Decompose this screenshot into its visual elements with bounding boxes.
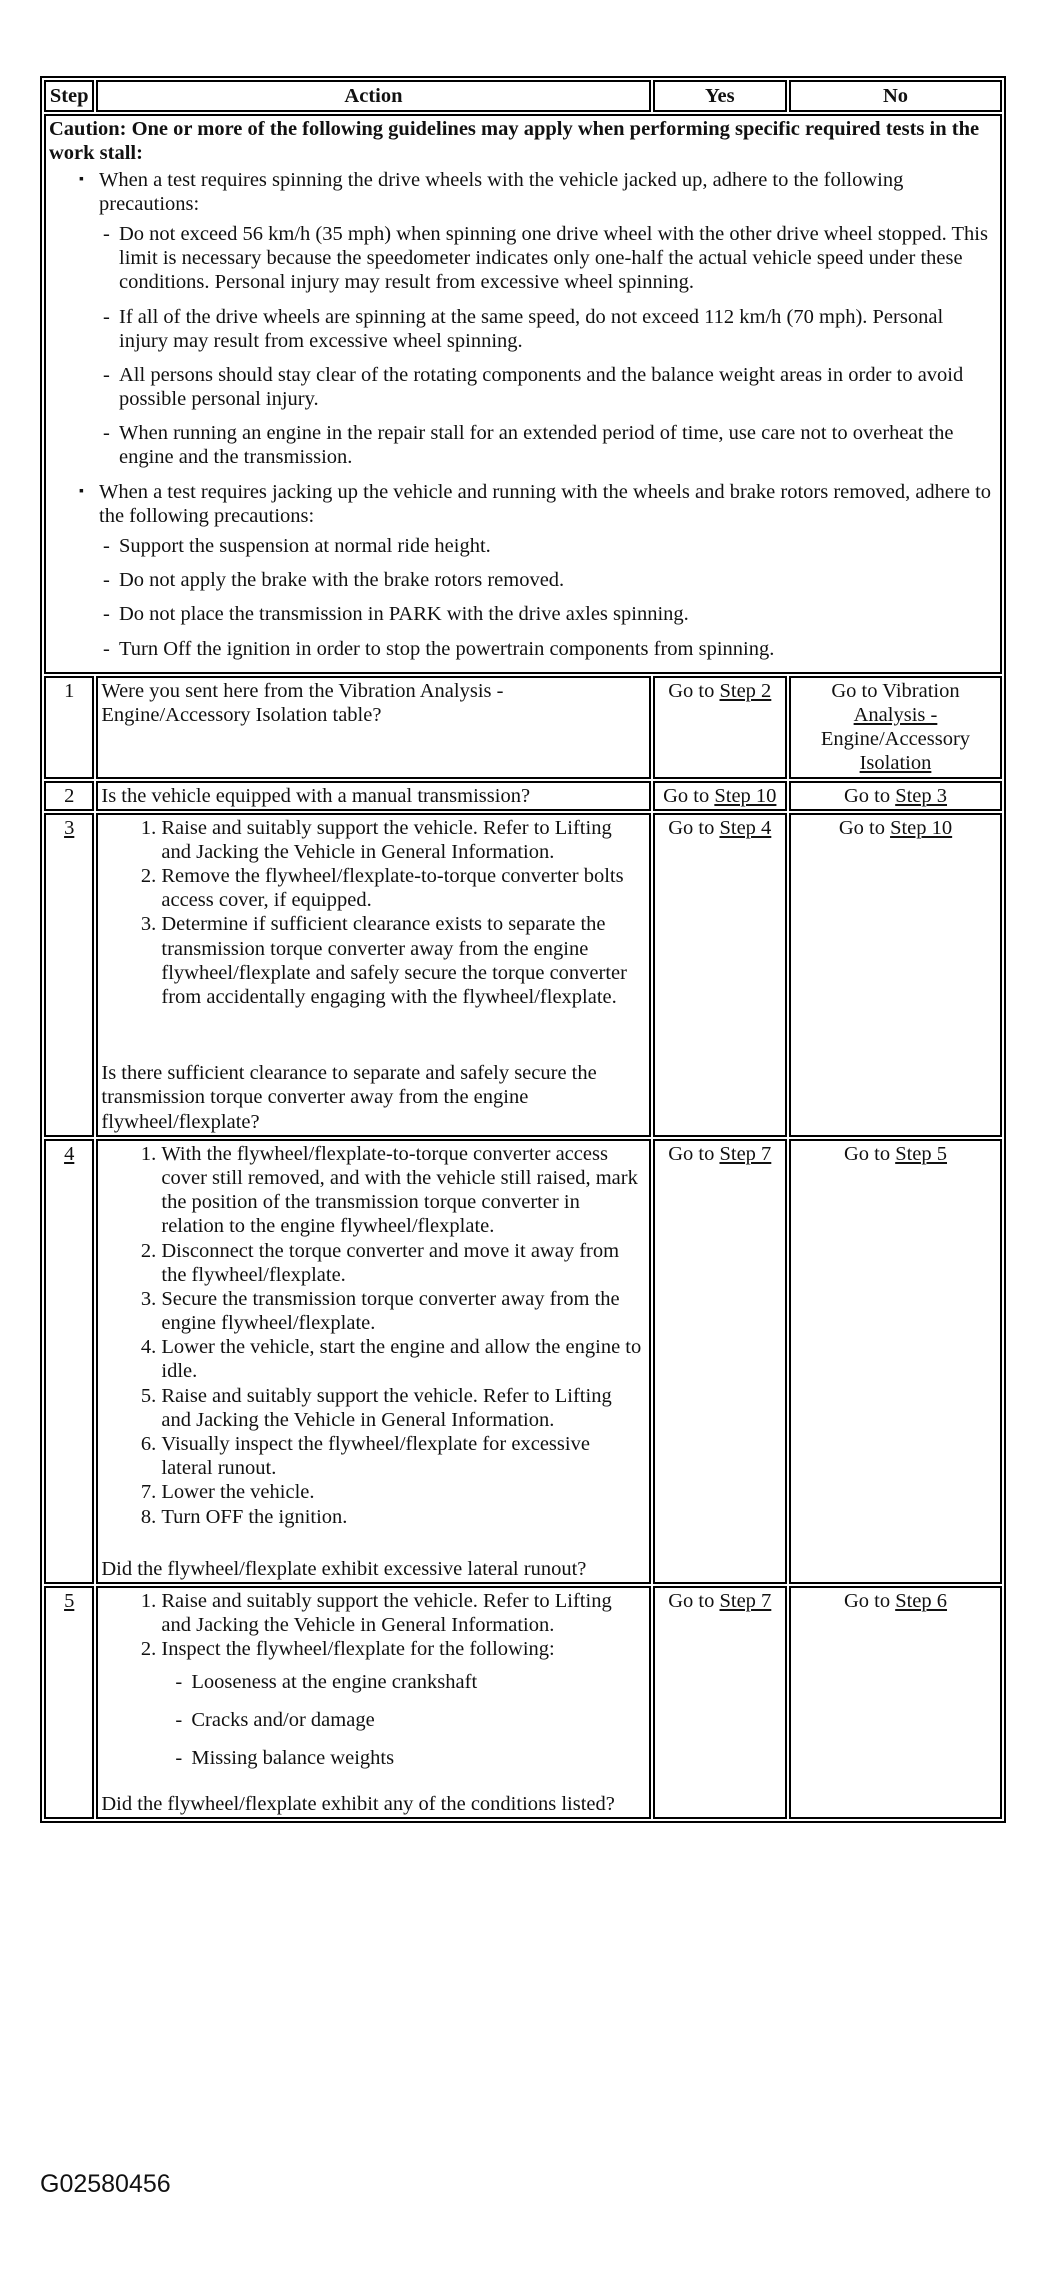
caution-subitem: - Support the suspension at normal ride height. [119,534,997,558]
header-yes: Yes [653,80,787,112]
caution-row [44,114,1002,674]
yes-prefix: Go to [668,1589,720,1612]
condition-list [161,1670,645,1771]
no-text-line: Go to Vibration [831,679,960,702]
step-question: Did the flywheel/flexplate exhibit excessive lateral runout? [101,1557,587,1580]
step-row-2 [44,781,1002,811]
yes-prefix: Go to [668,816,720,839]
caution-bullets [49,168,997,661]
step-number: 2 [44,781,94,811]
no-step-link[interactable]: Step 3 [895,784,948,807]
header-no: No [789,80,1002,112]
action-cell [96,813,650,1137]
step-number-link[interactable] [44,813,94,1137]
figure-id: G02580456 [40,2170,171,2198]
condition-item: - Cracks and/or damage [191,1708,645,1732]
yes-prefix: Go to [668,679,720,702]
step-question: Were you sent here from the Vibration Analysis - Engine/Accessory Isolation table? [101,679,504,726]
yes-step-link[interactable]: Step 7 [719,1142,772,1165]
no-cell [789,1139,1002,1584]
caution-subitem: - Do not place the transmission in PARK with the drive axles spinning. [119,602,997,626]
action-step [161,1637,645,1770]
caution-subitems [99,534,997,661]
caution-subitems [99,222,997,470]
header-step: Step [44,80,94,112]
yes-cell [653,676,787,779]
action-step: 7. Lower the vehicle. [161,1480,645,1504]
yes-cell [653,1139,787,1584]
step-question: Did the flywheel/flexplate exhibit any of the conditions listed? [101,1793,615,1816]
no-prefix: Go to [838,816,891,839]
action-cell [96,781,650,811]
caution-subitem: - If all of the drive wheels are spinning at the same speed, do not exceed 112 km/h (70 mph). Personal injury may result from excessive wheel spinning. [119,305,997,353]
action-step: 1. Raise and suitably support the vehicle. Refer to Lifting and Jacking the Vehicle in General Information. [161,816,645,864]
condition-item: - Looseness at the engine crankshaft [191,1670,645,1694]
caution-subitem: - Do not exceed 56 km/h (35 mph) when spinning one drive wheel with the other drive wheel stopped. This limit is necessary because the speedometer indicates only one-half the actual vehicle speed under these conditions. Personal injury may result from excessive wheel spinning. [119,222,997,295]
caution-bullet [99,480,997,661]
caution-subitem: - Turn Off the ignition in order to stop the powertrain components from spinning. [119,637,997,661]
action-steps [101,816,645,1010]
action-step: 2. Remove the flywheel/flexplate-to-torque converter bolts access cover, if equipped. [161,864,645,912]
step-row-3 [44,813,1002,1137]
step-anchor[interactable]: 5 [64,1589,75,1612]
procedure-document [40,76,1006,1823]
no-text-line: Engine/Accessory [820,728,971,751]
yes-step-link[interactable]: Step 2 [719,679,772,702]
action-step: 3. Secure the transmission torque converter away from the engine flywheel/flexplate. [161,1287,645,1335]
action-cell [96,1586,650,1819]
no-cell [789,1586,1002,1819]
yes-cell [653,813,787,1137]
header-row [44,80,1002,112]
caution-subitem: - When running an engine in the repair stall for an extended period of time, use care not to overheat the engine and the transmission. [119,421,997,469]
action-step: 1. Raise and suitably support the vehicle. Refer to Lifting and Jacking the Vehicle in General Information. [161,1589,645,1637]
step-number-link[interactable] [44,1139,94,1584]
action-steps [101,1142,645,1529]
action-steps [101,1589,645,1770]
no-step-link[interactable]: Step 5 [895,1142,948,1165]
yes-prefix: Go to [663,784,715,807]
action-step-text: Inspect the flywheel/flexplate for the following: [161,1638,555,1661]
no-link-analysis[interactable]: Analysis - [853,703,938,726]
caution-subitem: - Do not apply the brake with the brake rotors removed. [119,568,997,592]
action-step: 4. Lower the vehicle, start the engine and allow the engine to idle. [161,1335,645,1383]
step-question: Is there sufficient clearance to separate and safely secure the transmission torque converter away from the engine flywheel/flexplate? [101,1062,597,1133]
header-action: Action [96,80,650,112]
step-question: Is the vehicle equipped with a manual transmission? [101,784,531,807]
no-cell [789,781,1002,811]
action-step: 8. Turn OFF the ignition. [161,1505,645,1529]
caution-cell [44,114,1002,674]
yes-cell [653,1586,787,1819]
step-row-5 [44,1586,1002,1819]
caution-bullet-text: When a test requires jacking up the vehicle and running with the wheels and brake rotors removed, adhere to the following precautions: [99,480,992,527]
yes-step-link[interactable]: Step 10 [714,784,777,807]
step-row-1 [44,676,1002,779]
action-step: 3. Determine if sufficient clearance exists to separate the transmission torque converter away from the engine flywheel/flexplate and safely secure the torque converter from accidentally engaging with the flywheel/flexplate. [161,912,645,1009]
step-number: 1 [44,676,94,779]
caution-title: Caution: One or more of the following guidelines may apply when performing specific required tests in the work stall: [49,118,980,165]
no-cell [789,676,1002,779]
step-anchor[interactable]: 4 [64,1142,75,1165]
no-prefix: Go to [843,1589,896,1612]
no-step-link[interactable]: Step 6 [895,1589,948,1612]
yes-cell [653,781,787,811]
no-step-link[interactable]: Step 10 [890,816,953,839]
yes-prefix: Go to [668,1142,720,1165]
step-number-link[interactable] [44,1586,94,1819]
action-step: 1. With the flywheel/flexplate-to-torque converter access cover still removed, and with the vehicle still raised, mark the position of the transmission torque converter in relation to the engine flywheel/flexplate. [161,1142,645,1239]
action-step: 2. Disconnect the torque converter and move it away from the flywheel/flexplate. [161,1239,645,1287]
yes-step-link[interactable]: Step 4 [719,816,772,839]
step-anchor[interactable]: 3 [64,816,75,839]
action-step: 5. Raise and suitably support the vehicle. Refer to Lifting and Jacking the Vehicle in General Information. [161,1384,645,1432]
caution-subitem: - All persons should stay clear of the rotating components and the balance weight areas in order to avoid possible personal injury. [119,363,997,411]
caution-bullet [99,168,997,470]
caution-bullet-text: When a test requires spinning the drive wheels with the vehicle jacked up, adhere to the following precautions: [99,168,904,215]
action-cell [96,676,650,779]
diagnostic-table [40,76,1006,1823]
action-step: 6. Visually inspect the flywheel/flexplate for excessive lateral runout. [161,1432,645,1480]
step-row-4 [44,1139,1002,1584]
yes-step-link[interactable]: Step 7 [719,1589,772,1612]
no-link-isolation[interactable]: Isolation [859,752,932,775]
no-cell [789,813,1002,1137]
no-prefix: Go to [843,784,896,807]
no-prefix: Go to [843,1142,896,1165]
condition-item: - Missing balance weights [191,1746,645,1770]
action-cell [96,1139,650,1584]
